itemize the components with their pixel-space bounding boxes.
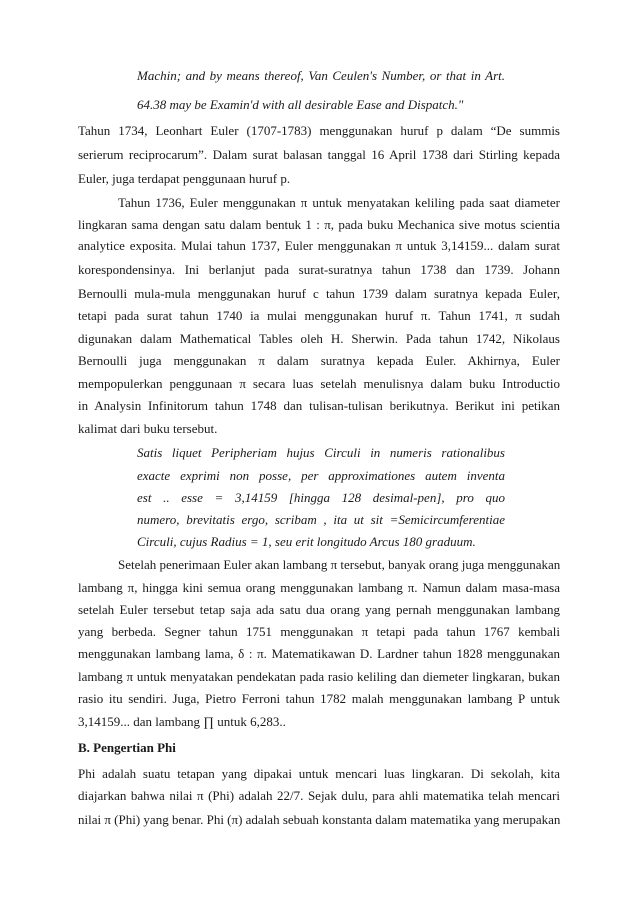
paragraph-first-line: Tahun 1736, Euler menggunakan π untuk menyatakan keliling pada saat diameter xyxy=(118,195,560,210)
paragraph-line: 3,14159... dan lambang ∏ untuk 6,283.. xyxy=(78,714,286,729)
paragraph-line: rasio itu sendiri. Juga, Pietro Ferroni tahun 1782 malah menggunakan lambang P untuk xyxy=(78,691,560,706)
paragraph-line: kalimat dari buku tersebut. xyxy=(78,421,218,436)
paragraph-line: digunakan dalam Mathematical Tables oleh H. Sherwin. Pada tahun 1742, Nikolaus xyxy=(78,331,560,346)
quote-line: 64.38 may be Examin'd with all desirable Ease and Dispatch." xyxy=(137,97,464,112)
section-heading: B. Pengertian Phi xyxy=(78,740,176,755)
paragraph-line: tetapi pada surat tahun 1740 ia mulai menggunakan huruf π. Tahun 1741, π sudah xyxy=(78,308,560,323)
paragraph-line: Bernoulli mula-mula menggunakan huruf c tahun 1739 dalam suratnya kepada Euler, xyxy=(78,286,560,301)
paragraph-first-line: Setelah penerimaan Euler akan lambang π tersebut, banyak orang juga menggunakan xyxy=(118,557,561,572)
paragraph-line: analytice exposita. Mulai tahun 1737, Euler menggunakan π untuk 3,14159... dalam surat xyxy=(78,238,560,253)
quote-line: exacte exprimi non posse, per approximationes autem inventa xyxy=(137,468,505,483)
paragraph-line: lambang π untuk menyatakan pendekatan pada rasio keliling dan diemeter lingkaran, bukan xyxy=(78,669,560,684)
paragraph-line: Phi adalah suatu tetapan yang dipakai untuk mencari luas lingkaran. Di sekolah, kita xyxy=(78,766,560,781)
paragraph-line: Bernoulli juga menggunakan π dalam suratnya kepada Euler. Akhirnya, Euler xyxy=(78,353,560,368)
paragraph-line: Tahun 1734, Leonhart Euler (1707-1783) menggunakan huruf p dalam “De summis xyxy=(78,123,560,138)
paragraph-line: lambang π, hingga kini semua orang menggunakan lambang π. Namun dalam masa-masa xyxy=(78,580,560,595)
paragraph-line: serierum reciprocarum”. Dalam surat balasan tanggal 16 April 1738 dari Stirling kepada xyxy=(78,147,560,162)
quote-line: Machin; and by means thereof, Van Ceulen's Number, or that in Art. xyxy=(137,68,505,83)
quote-line: Satis liquet Peripheriam hujus Circuli in numeris rationalibus xyxy=(137,445,505,460)
paragraph-line: mempopulerkan penggunaan π secara luas setelah menulisnya dalam buku Introductio xyxy=(78,376,560,391)
paragraph-line: Euler, juga terdapat penggunaan huruf p. xyxy=(78,171,291,186)
paragraph-line: in Analysin Infinitorum tahun 1748 dan tulisan-tulisan berikutnya. Berikut ini petikan xyxy=(78,398,560,413)
quote-line: Circuli, cujus Radius = 1, seu erit longitudo Arcus 180 graduum. xyxy=(137,534,476,549)
paragraph-line: lingkaran sama dengan satu dalam bentuk 1 : π, pada buku Mechanica sive motus scientia xyxy=(78,217,560,232)
paragraph-line: menggunakan lambang lama, δ : π. Matematikawan D. Lardner tahun 1828 menggunakan xyxy=(78,646,560,661)
quote-line: est .. esse = 3,14159 [hingga 128 desimal-pen], pro quo xyxy=(137,490,505,505)
paragraph-line: yang berbeda. Segner tahun 1751 menggunakan π tetapi pada tahun 1767 kembali xyxy=(78,624,560,639)
quote-line: numero, brevitatis ergo, scribam , ita ut sit =Semicircumferentiae xyxy=(137,512,505,527)
paragraph-line: korespondensinya. Ini berlanjut pada surat-suratnya tahun 1738 dan 1739. Johann xyxy=(78,262,560,277)
paragraph-line: diajarkan bahwa nilai π (Phi) adalah 22/7. Sejak dulu, para ahli matematika telah mencari xyxy=(78,788,560,803)
paragraph-line: setelah Euler tersebut tetap saja ada satu dua orang yang pernah menggunakan lambang xyxy=(78,602,560,617)
paragraph-line: nilai π (Phi) yang benar. Phi (π) adalah sebuah konstanta dalam matematika yang merupakan xyxy=(78,812,561,827)
